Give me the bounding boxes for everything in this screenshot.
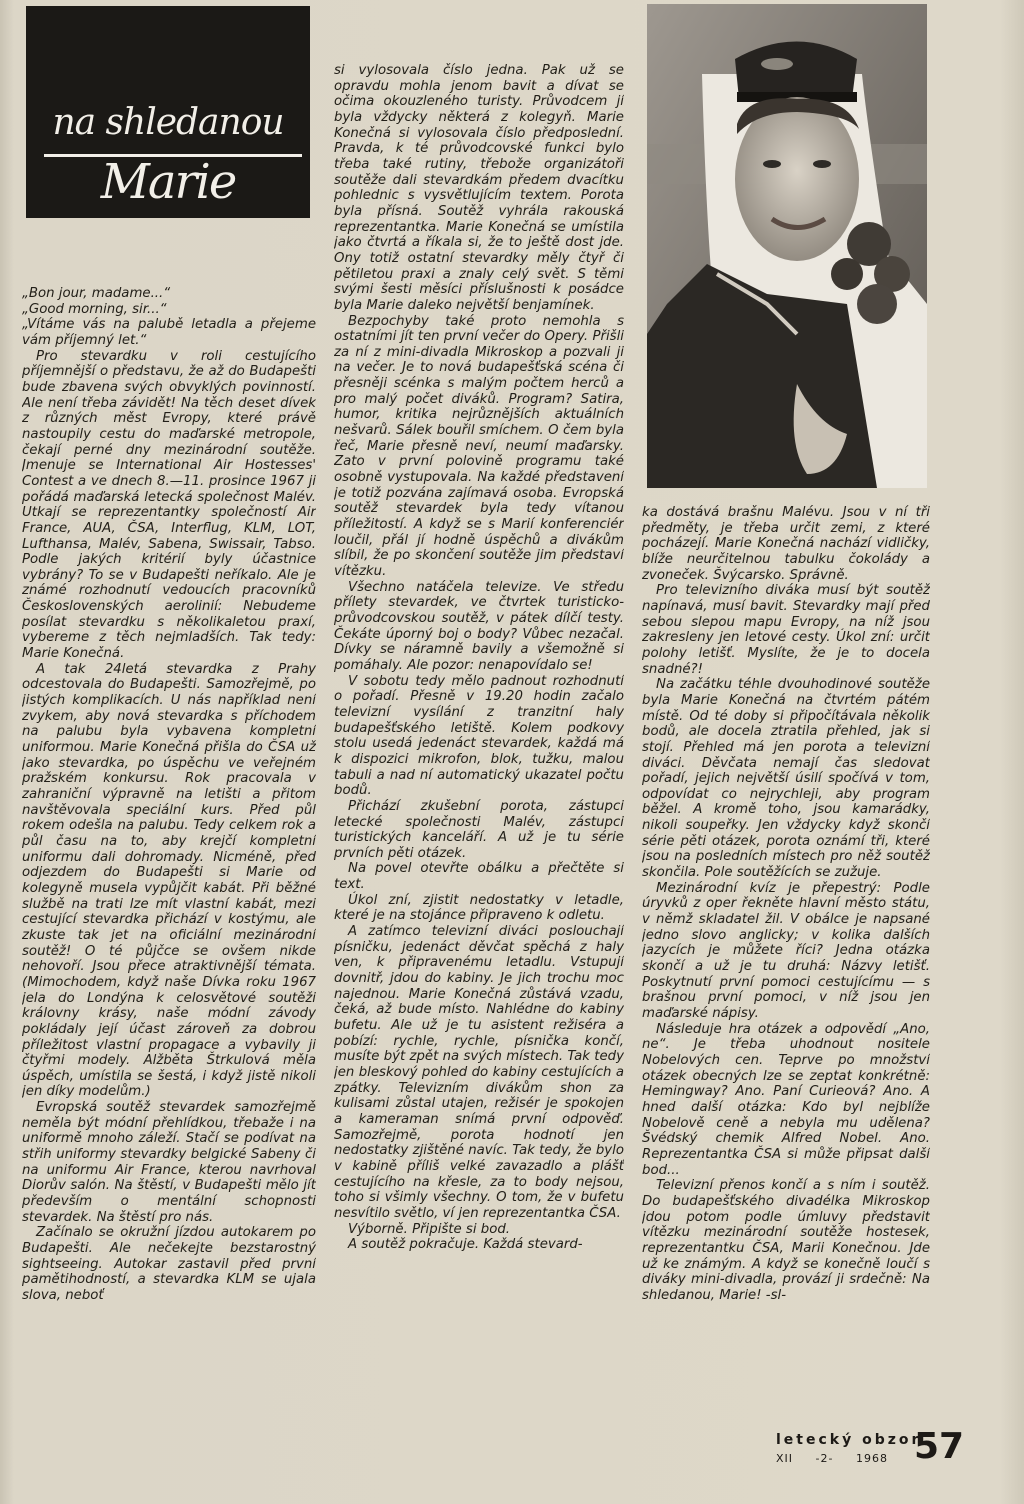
issue-number: -2- — [815, 1452, 834, 1465]
paragraph: ka dostává brašnu Malévu. Jsou v ní tři předměty, je třeba určit zemi, z které pocházejí. Marie Konečná nachází vidličky, blíže neurčitelnou tabulku čokolády a zvoneček. Švýcarsko. Správně. — [642, 505, 930, 583]
paragraph: A soutěž pokračuje. Každá stevard- — [348, 1237, 583, 1253]
paragraph: Na povel otevřte obálku a přečtěte si text. — [334, 861, 624, 893]
paragraph: Bezpochyby také proto nemohla s ostatními jít ten první večer do Opery. Přišli za ní z mini-divadla Mikroskop a pozvali ji na večer. Je to nová budapešťská scéna či přesněji scénka s malým počtem herců a pro malý počet diváků. Program? Satira, humor, kritika nejrůznějších aktuálních nešvarů. Sálek bouřil smíchem. O čem byla řeč, Marie přesně neví, neumí maďarsky. Zato v první polovině programu také osobně vystupovala. Na každé představení je totiž pozvána zajímavá osoba. Evropská soutěž stevardek byla tedy vítanou příležitostí. A když se s Marií konferenciér loučil, přál jí hodně úspěchů a divákům slíbil, že po skončení soutěže jim představí vítězku. — [334, 313, 624, 579]
page-number: 57 — [914, 1426, 965, 1467]
paragraph: Všechno natáčela televize. Ve středu přílety stevardek, ve čtvrtek turisticko-průvodcovskou soutěž, v pátek dílčí testy. Čekáte úporný boj o body? Vůbec nezačal. Dívky se náramně bavily a všemožně si pomáhaly. Ale pozor: nenapovídalo se! — [334, 579, 624, 673]
page-footer — [724, 1426, 1024, 1472]
paragraph: Začínalo se okružní jízdou autokarem po Budapešti. Ale nečekejte bezstarostný sightseeing. Autokar zastavil před první pamětihodností, a stevardka KLM se ujala slova, neboť — [22, 1225, 316, 1303]
paragraph: Mezinárodní kvíz je přepestrý: Podle úryvků z oper řekněte hlavní město státu, v němž skladatel žil. V obálce je napsané jedno slovo anglicky; v kolika dalších jazycích je můžete říci? Jedna otázka skončí a už je tu druhá: Názvy letišť. Poskytnutí první pomoci cestujícímu — s brašnou první pomoci, v níž jsou jen maďarské nápisy. — [642, 880, 930, 1021]
issue-roman: XII — [776, 1452, 794, 1465]
magazine-title: letecký obzor — [776, 1432, 922, 1448]
paragraph: A zatímco televizní diváci poslouchají písničku, jedenáct děvčat spěchá z haly ven, k připravenému letadlu. Vstupují dovnitř, jdou do kabiny. Je jich trochu moc najednou. Marie Konečná zůstává vzadu, čeká, až bude místo. Nahlédne do kabiny bufetu. Ale už je tu asistent režiséra a pobízí: rychle, rychle, písnička končí, musíte být zpět na svých místech. Tak tedy jen bleskový pohled do kabiny cestujících a zpátky. Televizním divákům shon za kulisami zůstal utajen, režisér je spokojen a kameraman snímá první odpověď. Samozřejmě, porota hodnotí jen nedostatky zjištěné navíc. Tak tedy, že bylo v kabině příliš velké zavazadlo a plášť cestujícího na křesle, za to body nejsou, toho si všimly všechny. O tom, že v bufetu nesvítilo světlo, ví jen reprezentantka ČSA. — [334, 924, 624, 1221]
paragraph: V sobotu tedy mělo padnout rozhodnutí o pořadí. Přesně v 19.20 hodin začalo televizní vysílání z tranzitní haly budapešťského letiště. Kolem podkovy stolu usedá jedenáct stevardek, každá má k dispozici mikrofon, blok, tužku, malou tabuli a nad ní automatický ukazatel počtu bodů. — [334, 673, 624, 799]
paragraph: Pro televizního diváka musí být soutěž napínavá, musí bavit. Stevardky mají před sebou slepou mapu Evropy, na níž jsou zakresleny jen letové cesty. Úkol zní: určit polohy letišť. Myslíte, že je to docela snadné?! — [642, 583, 930, 677]
paragraph: Pro stevardku v roli cestujícího příjemnější o představu, že až do Budapešti bude zbavena svých obvyklých povinností. Ale není třeba závidět! Na těch deset dívek z různých měst Evropy, které právě nastoupily cestu do maďarské metropole, čekají perné dny mezinárodní soutěže. Jmenuje se International Air Hostesses' Contest a ve dnech 8.—11. prosince 1967 ji pořádá maďarská letecká společnost Malév. Utkají se reprezentantky společností Air France, AUA, ČSA, Interflug, KLM, LOT, Lufthansa, Malév, Sabena, Swissair, Tabso. Podle jakých kritérií byly účastnice vybrány? To se v Budapešti neříkalo. Ale je známé rozhodnutí vedoucích pracovníků Československých aerolinií: Nebudeme posílat stevardku s několikaletou praxí, vybereme z těch nejmladších. Tak tedy: Marie Konečná. — [22, 348, 316, 662]
paragraph: Na začátku téhle dvouhodinové soutěže byla Marie Konečná na čtvrtém pátém místě. Od té doby si připočítávala několik bodů, ale docela ztratila přehled, jak si stojí. Přehled má jen porota a televizní diváci. Děvčata nemají čas sledovat pořadí, jejich největší úsilí spočívá v tom, odpovídat co nejrychleji, aby program běžel. A kromě toho, jsou kamarádky, nikoli soupeřky. Jen vždycky když skončí série pěti otázek, porota oznámí tři, které jsou na posledních místech pro něž soutěž skončila. Pole soutěžících se zužuje. — [642, 677, 930, 881]
title-box — [26, 6, 310, 218]
paragraph: A tak 24letá stevardka z Prahy odcestovala do Budapešti. Samozřejmě, po jistých komplikacích. U nás například není zvykem, aby nová stevardka s příchodem na palubu byla vybavena kompletní uniformou. Marie Konečná přišla do ČSA už jako stevardka, po úspěchu ve veřejném pražském konkursu. Rok pracovala v zahraniční výpravně na letišti a přitom navštěvovala speciální kurs. Před půl rokem odešla na palubu. Tedy celkem rok a půl času na to, aby krejčí kompletní uniformu dali dohromady. Nicméně, před odjezdem do Budapešti si Marie od kolegyně musela vypůjčit kabát. Při běžné službě na trati lze mít vlastní kabát, mezi cestující stevardka přichází v kostýmu, ale zkuste tak jet na oficiální mezinárodní soutěž! O té půjčce se ovšem nikde nehovoří. Jsou přece atraktivnější témata. (Mimochodem, když naše Dívka roku 1967 jela do Londýna k celosvětové soutěži královny krásy, naše módní závody pokládaly její účast zároveň za dobrou příležitost vlastní propagace a vybavily ji čtyřmi modely. Alžběta Štrkulová měla úspěch, umístila se šestá, i když jistě nikoli jen díky modelům.) — [22, 661, 316, 1100]
paragraph: Přichází zkušební porota, zástupci letecké společnosti Malév, zástupci turistických kanceláří. A už je tu série prvních pěti otázek. — [334, 798, 624, 861]
paragraph: Evropská soutěž stevardek samozřejmě neměla být módní přehlídkou, třebaže i na uniformě mnoho záleží. Stačí se podívat na střih uniformy stevardky belgické Sabeny či na uniformu Air France, kterou navrhoval Diorův salón. Na štěstí, v Budapešti mělo jít především o mentální schopnosti stevardek. Na štěstí pro nás. — [22, 1100, 316, 1225]
paragraph: si vylosovala číslo jedna. Pak už se opravdu mohla jenom bavit a dívat se očima okouzleného turisty. Průvodcem jí byla vždycky některá z kolegyň. Marie Konečná si vylosovala číslo předposlední. Pravda, k té průvodcovské funkci bylo třeba také rutiny, třebože organizátoři soutěže dali stevardkám předem dvacítku pohlednic s vysvětlujícím textem. Porota byla přísná. Soutěž vyhrála rakouská reprezentantka. Marie Konečná se umístila jako čtvrtá a říkala si, že to ještě dost jde. Ony totiž ostatní stevardky měly čtyř či pětiletou praxi a znaly celý svět. S těmi svými šesti měsíci příslušnosti k posádce byla Marie daleko největší benjamínek. — [334, 63, 624, 313]
article-column-1 — [22, 286, 316, 1402]
paragraph: „Vítáme vás na palubě letadla a přejeme vám příjemný let.“ — [22, 317, 316, 348]
title-line-1: na shledanou — [52, 102, 284, 143]
article-column-3 — [642, 505, 930, 1403]
paragraph: Výborně. Připište si bod. — [348, 1221, 511, 1237]
article-column-2 — [334, 63, 624, 1403]
issue-info — [776, 1452, 936, 1465]
paragraph: Následuje hra otázek a odpovědí „Ano, ne“. Je třeba uhodnout nositele Nobelových cen. Teprve po množství otázek obecných lze se zeptat konkrétně: Hemingway? Ano. Paní Curieová? Ano. A hned další otázka: Kdo byl nejblíže Nobelově ceně a nebyla mu udělena? Švédský chemik Alfred Nobel. Ano. Reprezentantka ČSA si může připsat další bod... — [642, 1021, 930, 1178]
paragraph: „Good morning, sir...“ — [22, 301, 167, 317]
issue-year: 1968 — [855, 1452, 888, 1465]
stewardess-photo — [647, 4, 927, 488]
paragraph: Televizní přenos končí a s ním i soutěž. Do budapešťského divadélka Mikroskop jdou potom podle úmluvy představit vítězku mezinárodní soutěže hostesek, reprezentantku ČSA, Marii Konečnou. Jde už ke známým. A když se konečně loučí s diváky mini-divadla, provází ji srdečně: Na shledanou, Marie! -sl- — [642, 1178, 930, 1303]
paragraph: Úkol zní, zjistit nedostatky v letadle, které je na stojánce připraveno k odletu. — [334, 892, 624, 924]
paragraph: „Bon jour, madame...“ — [22, 286, 171, 301]
stewardess-photo-image — [647, 4, 927, 488]
title-line-2: Marie — [100, 154, 236, 210]
